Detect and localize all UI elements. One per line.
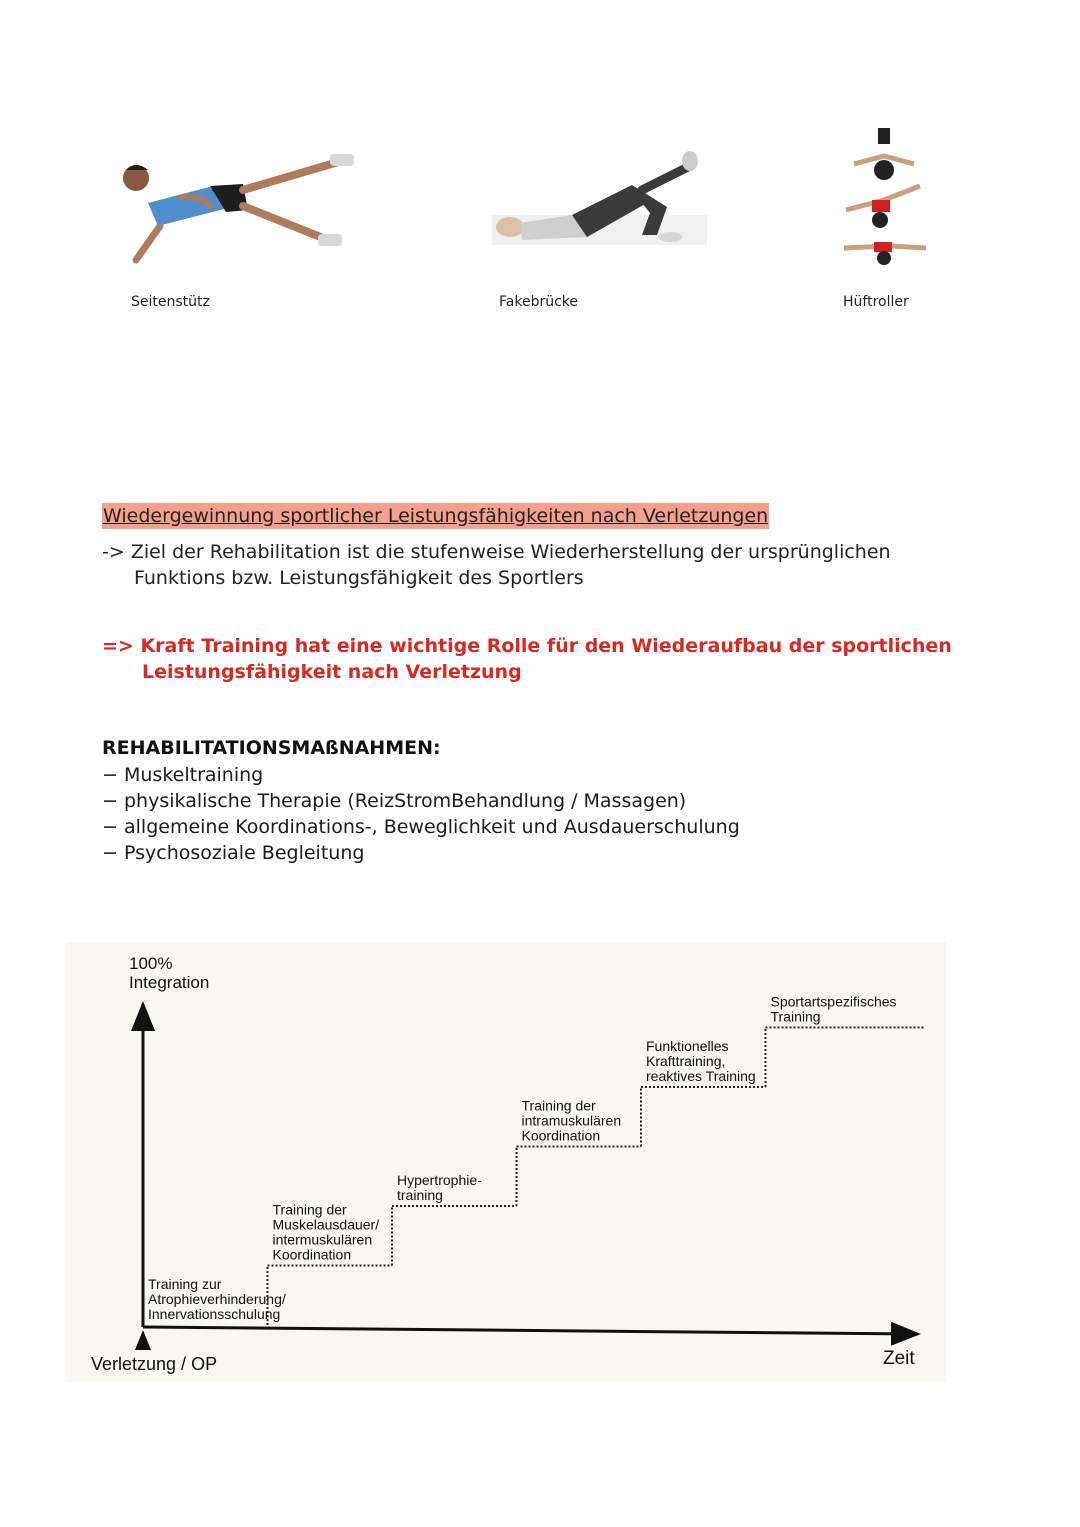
key-statement-line-1: => Kraft Training hat eine wichtige Rolle für den Wiederaufbau der sportlichen — [102, 635, 952, 657]
stage-label: Atrophieverhinderung/ — [148, 1291, 286, 1307]
stage-label: Koordination — [521, 1127, 601, 1144]
stage-label: Innervationsschulung — [148, 1306, 281, 1322]
hip-roller-photo — [840, 126, 932, 266]
stage-label: intramuskulären — [521, 1112, 622, 1129]
measures-list — [102, 762, 740, 866]
x-label: Zeit — [883, 1348, 915, 1369]
measures-title: REHABILITATIONSMAßNAHMEN: — [102, 737, 441, 759]
goal-line-1: -> Ziel der Rehabilitation ist die stufenweise Wiederherstellung der ursprünglichen — [102, 541, 891, 563]
stage-label: Training der — [521, 1097, 596, 1114]
stage-label: Training zur — [148, 1276, 222, 1292]
list-item: − allgemeine Koordinations-, Beweglichkeit und Ausdauerschulung — [102, 814, 740, 840]
rehab-step-chart — [66, 942, 946, 1382]
section-heading: Wiedergewinnung sportlicher Leistungsfähigkeiten nach Verletzungen — [103, 505, 769, 527]
stage-label: Muskelausdauer/ — [272, 1216, 380, 1233]
key-statement-line-2: Leistungsfähigkeit nach Verletzung — [142, 661, 522, 683]
stage-label: Hypertrophie- — [397, 1172, 482, 1188]
goal-line-2: Funktions bzw. Leistungsfähigkeit des Sportlers — [134, 567, 584, 589]
exercise-caption-fakebruecke: Fakebrücke — [499, 294, 579, 310]
list-item: − physikalische Therapie (ReizStromBehandlung / Massagen) — [102, 788, 740, 814]
stage-label: Krafttraining, — [646, 1053, 726, 1069]
stage-label: intermuskulären — [272, 1231, 373, 1248]
stage-label: Sportartspezifisches — [770, 993, 897, 1010]
exercise-caption-hueftroller: Hüftroller — [843, 294, 909, 310]
glute-bridge-photo — [492, 145, 707, 245]
y-label-line-1: 100% — [129, 954, 173, 973]
stage-label: Training — [770, 1008, 821, 1025]
origin-label: Verletzung / OP — [91, 1354, 218, 1374]
exercise-caption-seitenstuetz: Seitenstütz — [131, 294, 210, 310]
y-label-line-2: Integration — [129, 973, 210, 992]
list-item: − Psychosoziale Begleitung — [102, 840, 740, 866]
stage-label: Koordination — [272, 1246, 352, 1263]
list-item: − Muskeltraining — [102, 762, 740, 788]
side-plank-photo — [118, 148, 368, 268]
stage-label: Training der — [272, 1201, 347, 1218]
stage-label: reaktives Training — [646, 1068, 756, 1084]
x-axis — [143, 1327, 918, 1334]
stage-label: Funktionelles — [646, 1038, 729, 1054]
stage-label: training — [397, 1187, 443, 1203]
